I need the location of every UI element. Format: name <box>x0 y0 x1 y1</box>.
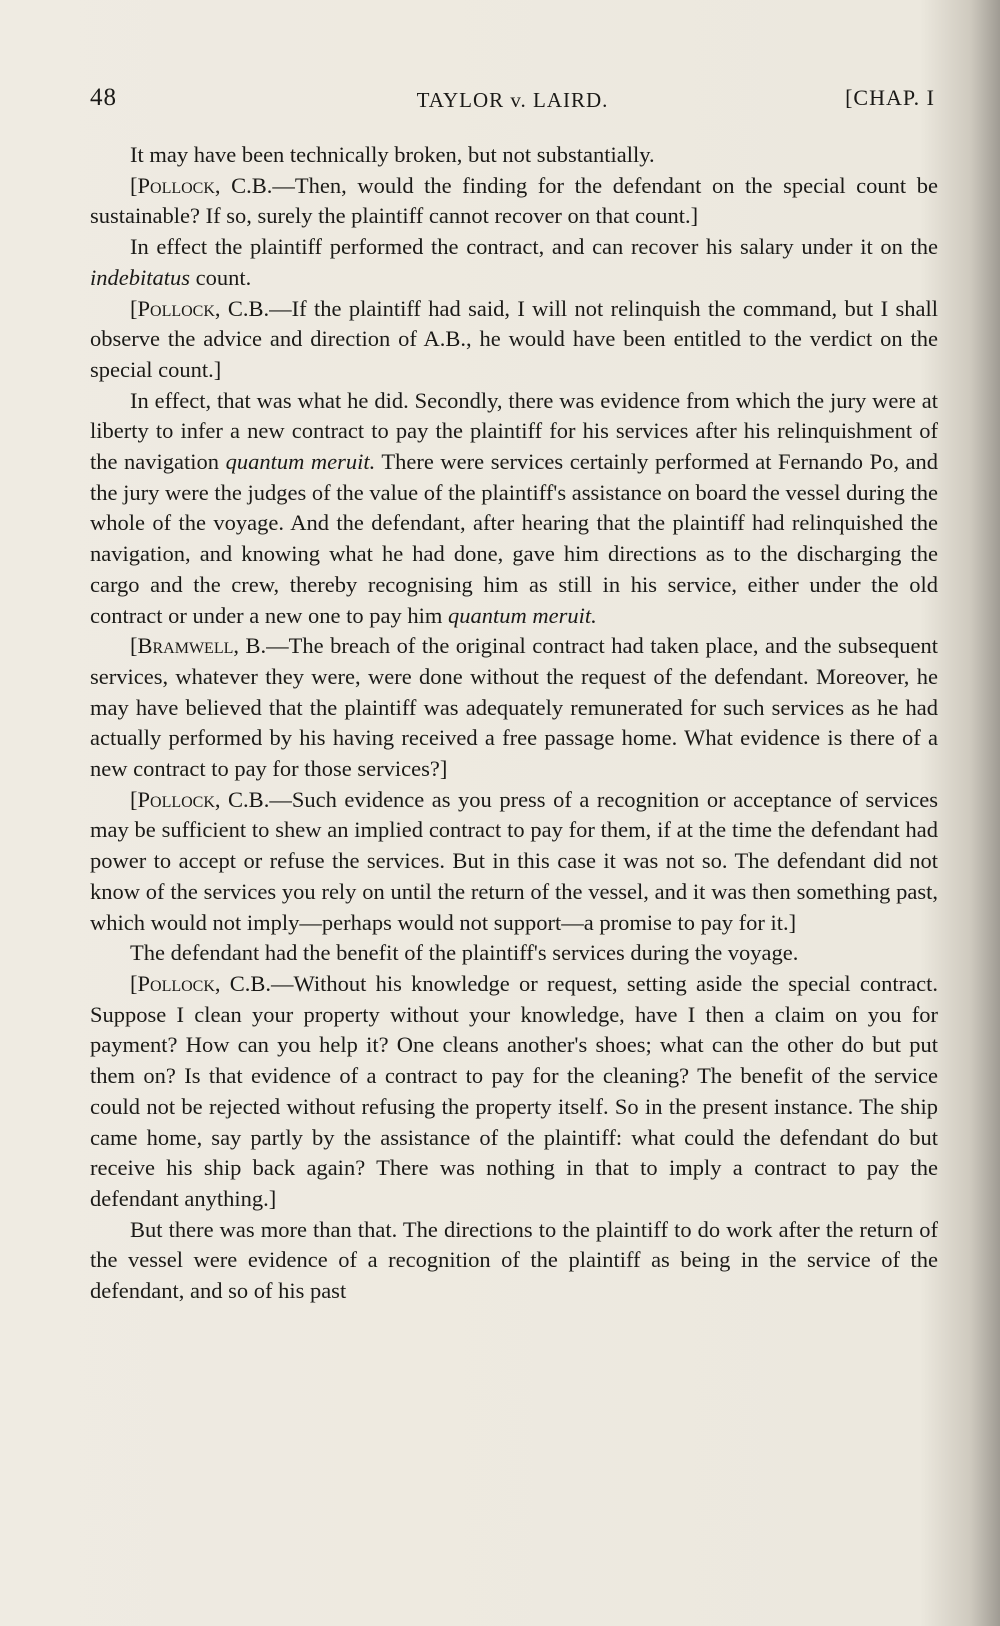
text-run: There were services certainly performed at Fernando Po, and the jury were the judges of the value of the plaintiff's assistance on board the vessel during the whole of the voyage. And the defendant, after hearing that the plaintiff had relinquished the navigation, and knowing what he had done, gave him directions as to the discharging the cargo and the crew, thereby recognising him as still in his service, either under the old contract or under a new one to pay him <box>90 449 939 628</box>
text-run: , C.B.—Then, would the finding for the defendant on the special count be sustainable? If so, surely the plaintiff cannot recover on that count.] <box>90 172 938 229</box>
paragraph <box>90 386 938 632</box>
text-run: [ <box>130 633 138 659</box>
text-run: count. <box>190 264 252 290</box>
paragraph <box>90 232 938 293</box>
text-run: In effect the plaintiff performed the contract, and can recover his salary under it on the <box>130 234 938 260</box>
speaker-name: Pollock <box>137 295 215 321</box>
speaker-name: Pollock <box>137 786 215 812</box>
italic-text: quantum meruit. <box>225 449 376 475</box>
running-title: TAYLOR v. LAIRD. <box>416 88 609 112</box>
paragraph <box>90 171 938 232</box>
text-run: It may have been technically broken, but not substantially. <box>130 142 655 167</box>
paragraph <box>90 969 938 1215</box>
text-run: The defendant had the benefit of the plaintiff's services during the voyage. <box>130 940 799 966</box>
paragraph <box>90 140 938 171</box>
text-run: [ <box>130 970 138 996</box>
speaker-name: Pollock <box>137 970 215 996</box>
page-number: 48 <box>90 84 117 111</box>
paragraph <box>90 631 938 785</box>
text-run: In effect, that was what he did. Secondly, there was evidence from which the jury were at liberty to infer a new contract to pay the plaintiff for his services after his relinquishment of the navigation <box>90 387 938 475</box>
speaker-name: Pollock <box>137 172 215 198</box>
text-run: , B.—The breach of the original contract had taken place, and the subsequent services, whatever they were, were done without the request of the defendant. Moreover, he may have believed that the plaintiff was adequately remunerated for such services as he had actually performed by his having received a free passage home. What evidence is there of a new contract to pay for those services?] <box>90 633 938 782</box>
paragraph <box>90 785 938 939</box>
paragraph <box>90 938 938 969</box>
text-run: [ <box>130 172 138 198</box>
text-run: [ <box>130 786 138 812</box>
speaker-name: Bramwell <box>137 633 234 659</box>
paragraph <box>90 1215 938 1307</box>
text-run: , C.B.—If the plaintiff had said, I will not relinquish the command, but I shall observe the advice and direction of A.B., he would have been entitled to the verdict on the special count.] <box>90 295 938 382</box>
italic-text: indebitatus <box>90 264 190 290</box>
chapter-label: [CHAP. I <box>845 85 935 110</box>
text-run: [ <box>130 295 138 321</box>
text-run: But there was more than that. The directions to the plaintiff to do work after the return of the vessel were evidence of a recognition of the plaintiff as being in the service of the defendant, and so of his past <box>90 1216 938 1304</box>
running-header <box>90 84 935 118</box>
text-run: , C.B.—Without his knowledge or request, setting aside the special contract. Suppose I clean your property without your knowledge, have I then a claim on you for payment? How can you help it? One cleans another's shoes; what can the other do but put them on? Is that evidence of a contract to pay for the cleaning? The benefit of the service could not be rejected without refusing the property itself. So in the present instance. The ship came home, say partly by the assistance of the plaintiff: what could the defendant do but receive his ship back again? There was nothing in that to imply a contract to pay the defendant anything.] <box>90 970 938 1211</box>
body-text <box>90 140 938 1307</box>
italic-text: quantum meruit. <box>448 602 597 628</box>
text-run: , C.B.—Such evidence as you press of a recognition or acceptance of services may be sufficient to shew an implied contract to pay for them, if at the time the defendant had power to accept or refuse the services. But in this case it was not so. The defendant did not know of the services you rely on until the return of the vessel, and it was then something past, which would not imply—perhaps would not support—a promise to pay for it.] <box>90 786 938 935</box>
paragraph <box>90 294 938 386</box>
